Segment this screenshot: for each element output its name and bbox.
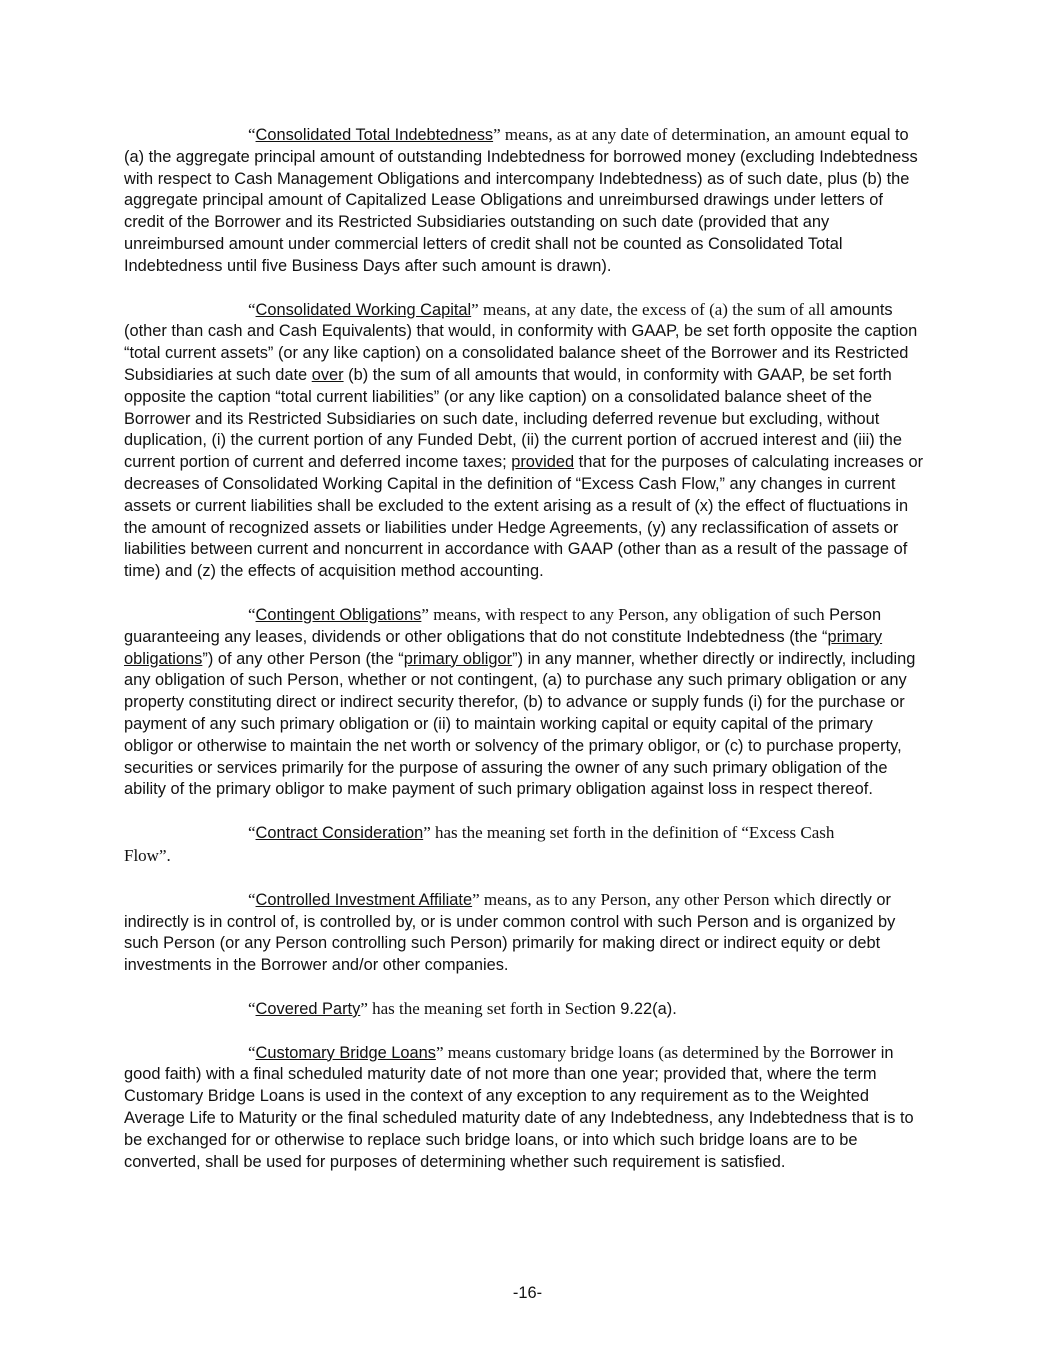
definition-contract-consideration: “Contract Consideration” has the meaning set forth in the definition of “Excess Cash Flow”.	[124, 823, 835, 865]
definition-body: ”) of any other Person (the “	[202, 649, 404, 668]
definition-lead: has the meaning set forth in the definition of “Excess Cash	[430, 823, 835, 843]
sub-defined-term: primary obligor	[403, 649, 513, 668]
definition-lead: means, as at any date of determination, an amount	[500, 125, 846, 144]
definitions-section	[124, 124, 924, 1194]
definition-lead: means, at any date, the excess of (a) the sum of all	[478, 299, 826, 319]
provided-term: provided	[511, 453, 575, 472]
defined-term: Consolidated Total Indebtedness	[255, 126, 494, 144]
definition-lead: means customary bridge loans (as determined by the	[443, 1042, 806, 1062]
defined-term: Controlled Investment Affiliate	[255, 890, 473, 909]
defined-term: Consolidated Working Capital	[255, 300, 472, 319]
definition-lead: means, with respect to any Person, any obligation of such	[428, 604, 825, 624]
definition-body: (b) the sum of all amounts that would, in conformity with GAAP, be set forth opposite the caption “total current liabilities” (or any like caption) on a consolidated balance sheet of the Borrower and its Restricted Subsidiaries on such date, including deferred revenue but excluding, without duplication, (i) the current portion of any Funded Debt, (ii) the current portion of accrued interest and (iii) the current portion of current and deferred income taxes;	[124, 365, 903, 472]
sub-defined-term: primary obligations	[124, 627, 883, 668]
definition-consolidated-working-capital: “Consolidated Working Capital” means, at any date, the excess of (a) the sum of all amounts (other than cash and Cash Equivalents) that would, in conformity with GAAP, be set forth opposite the caption “total current assets” (or any like caption) on a consolidated balance sheet of the Borrower and its Restricted Subsidiaries at such date over (b) the sum of all amounts that would, in conformity with GAAP, be set forth opposite the caption “total current liabilities” (or any like caption) on a consolidated balance sheet of the Borrower and its Restricted Subsidiaries on such date, including deferred revenue but excluding, without duplication, (i) the current portion of any Funded Debt, (ii) the current portion of accrued interest and (iii) the current portion of current and deferred income taxes; provided that for the purposes of calculating increases or decreases of Consolidated Working Capital in the definition of “Excess Cash Flow,” any changes in current assets or current liabilities shall be excluded to the extent arising as a result of (x) the effect of fluctuations in the amount of recognized assets or liabilities under Hedge Agreements, (y) any reclassification of assets or liabilities between current and noncurrent in accordance with GAAP (other than as a result of the passage of time) and (z) the effects of acquisition method accounting.	[124, 299, 924, 581]
over-term: over	[311, 365, 344, 384]
definition-controlled-investment-affiliate: “Controlled Investment Affiliate” means, as to any Person, any other Person which directly or indirectly is in control of, is controlled by, or is under common control with such Person and is organized by such Person (or any Person controlling such Person) primarily for making direct or indirect equity or debt investments in the Borrower and/or other companies.	[124, 889, 896, 975]
definition-body: Flow”.	[124, 845, 171, 865]
definition-covered-party: “Covered Party” has the meaning set forth in Section 9.22(a).	[248, 998, 677, 1018]
definition-contingent-obligations: “Contingent Obligations” means, with respect to any Person, any obligation of such Person guaranteeing any leases, dividends or other obligations that do not constitute Indebtedness (the “primary obligations”) of any other Person (the “primary obligor”) in any manner, whether directly or indirectly, including any obligation of such Person, whether or not contingent, (a) to purchase any such primary obligation or any property constituting direct or indirect security therefor, (b) to advance or supply funds (i) for the purchase or payment of any such primary obligation or (ii) to maintain working capital or equity capital of the primary obligor or otherwise to maintain the net worth or solvency of the primary obligor, or (c) to purchase property, securities or services primarily for the purpose of assuring the owner of any such primary obligation of the ability of the primary obligor to make payment of such primary obligation against loss in respect thereof.	[124, 604, 916, 799]
definition-lead: has the meaning set forth in Sec	[367, 998, 590, 1018]
definition-body: Borrower in good faith) with a final scheduled maturity date of not more than one year; provided that, where the term Customary Bridge Loans is used in the context of any exception to any requirement as to the Weighted Average Life to Maturity or the final scheduled maturity date of any Indebtedness, any Indebtedness that is to be exchanged for or otherwise to replace such bridge loans, or into which such bridge loans are to be converted, shall be used for purposes of determining whether such requirement is satisfied.	[124, 1043, 914, 1171]
definition-customary-bridge-loans: “Customary Bridge Loans” means customary bridge loans (as determined by the Borrower in good faith) with a final scheduled maturity date of not more than one year; provided that, where the term Customary Bridge Loans is used in the context of any exception to any requirement as to the Weighted Average Life to Maturity or the final scheduled maturity date of any Indebtedness, any Indebtedness that is to be exchanged for or otherwise to replace such bridge loans, or into which such bridge loans are to be converted, shall be used for purposes of determining whether such requirement is satisfied.	[124, 1042, 914, 1171]
definition-consolidated-total-indebtedness: “Consolidated Total Indebtedness” means, as at any date of determination, an amount equal to (a) the aggregate principal amount of outstanding Indebtedness for borrowed money (excluding Indebtedness with respect to Cash Management Obligations and intercompany Indebtedness) as of such date, plus (b) the aggregate principal amount of Capitalized Lease Obligations and unreimbursed drawings under letters of credit of the Borrower and its Restricted Subsidiaries outstanding on such date (provided that any unreimbursed amount under commercial letters of credit shall not be counted as Consolidated Total Indebtedness until five Business Days after such amount is drawn).	[124, 125, 918, 275]
definition-body: ”) in any manner, whether directly or indirectly, including any obligation of such Person, whether or not contingent, (a) to purchase any such primary obligation or any property constituting direct or indirect security therefor, (b) to advance or supply funds (i) for the purchase or payment of any such primary obligation or (ii) to maintain working capital or equity capital of the primary obligor or otherwise to maintain the net worth or solvency of the primary obligor, or (c) to purchase property, securities or services primarily for the purpose of assuring the owner of any such primary obligation of the ability of the primary obligor to make payment of such primary obligation against loss in respect thereof.	[124, 649, 916, 799]
definition-lead: means, as to any Person, any other Person which	[479, 889, 816, 909]
defined-term: Customary Bridge Loans	[255, 1043, 436, 1062]
definition-body: tion 9.22(a).	[589, 999, 677, 1018]
defined-term: Contract Consideration	[255, 824, 424, 843]
page-number: -16-	[512, 1284, 543, 1302]
defined-term: Contingent Obligations	[255, 605, 422, 624]
defined-term: Covered Party	[255, 999, 361, 1018]
definition-body: equal to (a) the aggregate principal amount of outstanding Indebtedness for borrowed money (excluding Indebtedness with respect to Cash Management Obligations and intercompany Indebtedness) as of such date, plus (b) the aggregate principal amount of Capitalized Lease Obligations and unreimbursed drawings under letters of credit of the Borrower and its Restricted Subsidiaries outstanding on such date (provided that any unreimbursed amount under commercial letters of credit shall not be counted as Consolidated Total Indebtedness until five Business Days after such amount is drawn).	[124, 126, 918, 275]
definition-body: directly or indirectly is in control of, is controlled by, or is under common control with such Person and is organized by such Person (or any Person controlling such Person) primarily for making direct or indirect equity or debt investments in the Borrower and/or other companies.	[124, 890, 896, 975]
definition-body: amounts (other than cash and Cash Equivalents) that would, in conformity with GAAP, be set forth opposite the caption “total current assets” (or any like caption) on a consolidated balance sheet of the Borrower and its Restricted Subsidiaries at such date	[124, 300, 918, 384]
definition-body: that for the purposes of calculating increases or decreases of Consolidated Working Capital in the definition of “Excess Cash Flow,” any changes in current assets or current liabilities shall be excluded to the extent arising as a result of (x) the effect of fluctuations in the amount of recognized assets or liabilities under Hedge Agreements, (y) any reclassification of assets or liabilities between current and noncurrent in accordance with GAAP (other than as a result of the passage of time) and (z) the effects of acquisition method accounting.	[124, 453, 924, 581]
definition-body: Person guaranteeing any leases, dividends or other obligations that do not constitute Indebtedness (the “	[124, 605, 882, 646]
